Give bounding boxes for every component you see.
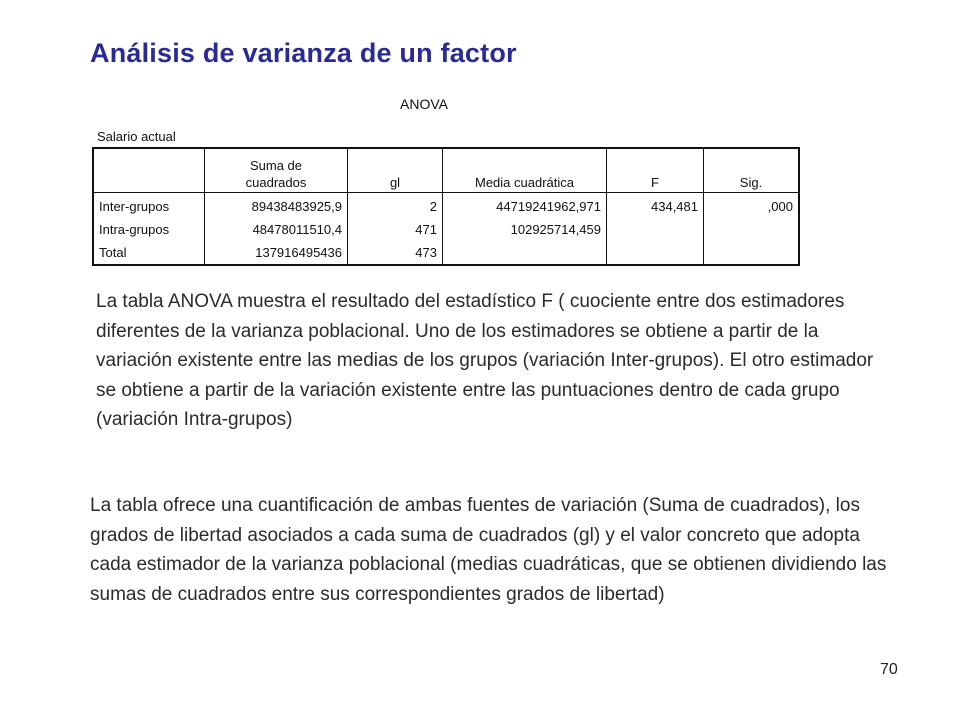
cell-sum-of-squares: 48478011510,4 — [205, 218, 348, 241]
cell-mean-square: 44719241962,971 — [443, 193, 607, 219]
column-header-gl — [348, 148, 443, 193]
row-label-total: Total — [93, 241, 205, 265]
explanation-paragraph-anova: La tabla ANOVA muestra el resultado del estadístico F ( cuociente entre dos estimadores diferentes de la varianza poblacional. Uno de los estimadores se obtiene a partir de la variación existente entre las medias de los grupos (variación Inter-grupos). El otro estimador se obtiene a partir de la variación existente entre las puntuaciones dentro de cada grupo (variación Intra-grupos) — [96, 291, 874, 430]
cell-gl: 473 — [348, 241, 443, 265]
cell-sig — [704, 218, 800, 241]
anova-table — [92, 147, 800, 266]
cell-sig: ,000 — [704, 193, 800, 219]
row-label-intra-grupos: Intra-grupos — [93, 218, 205, 241]
table-row — [93, 241, 799, 265]
column-header-sig — [704, 148, 800, 193]
cell-f — [607, 218, 704, 241]
column-header-mean-square — [443, 148, 607, 193]
column-header-line: Sig. — [739, 175, 763, 190]
column-header-f — [607, 148, 704, 193]
column-header-line: F — [651, 175, 659, 190]
cell-sum-of-squares: 89438483925,9 — [205, 193, 348, 219]
cell-f: 434,481 — [607, 193, 704, 219]
column-header-line: Suma de — [249, 158, 303, 173]
row-label-inter-grupos: Inter-grupos — [93, 193, 205, 219]
column-header-corner — [93, 148, 205, 193]
cell-sum-of-squares: 137916495436 — [205, 241, 348, 265]
anova-table-heading: ANOVA — [400, 96, 448, 112]
column-header-line: Media cuadrática — [475, 175, 574, 190]
explanation-paragraph-components: La tabla ofrece una cuantificación de ambas fuentes de variación (Suma de cuadrados), los grados de libertad asociados a cada suma de cuadrados (gl) y el valor concreto que adopta cada estimador de la varianza poblacional (medias cuadráticas, que se obtienen dividiendo las sumas de cuadrados entre sus correspondientes grados de libertad) — [90, 495, 887, 605]
table-row — [93, 218, 799, 241]
dependent-variable-label: Salario actual — [97, 129, 176, 144]
slide-title: Análisis de varianza de un factor — [90, 38, 517, 68]
column-header-line: gl — [389, 175, 401, 190]
column-header-line: cuadrados — [245, 175, 307, 190]
cell-sig — [704, 241, 800, 265]
cell-gl: 471 — [348, 218, 443, 241]
column-header-sum-of-squares — [205, 148, 348, 193]
cell-f — [607, 241, 704, 265]
table-row — [93, 193, 799, 219]
cell-gl: 2 — [348, 193, 443, 219]
page-number: 70 — [880, 661, 898, 678]
cell-mean-square — [443, 241, 607, 265]
table-header-row — [93, 148, 799, 193]
cell-mean-square: 102925714,459 — [443, 218, 607, 241]
